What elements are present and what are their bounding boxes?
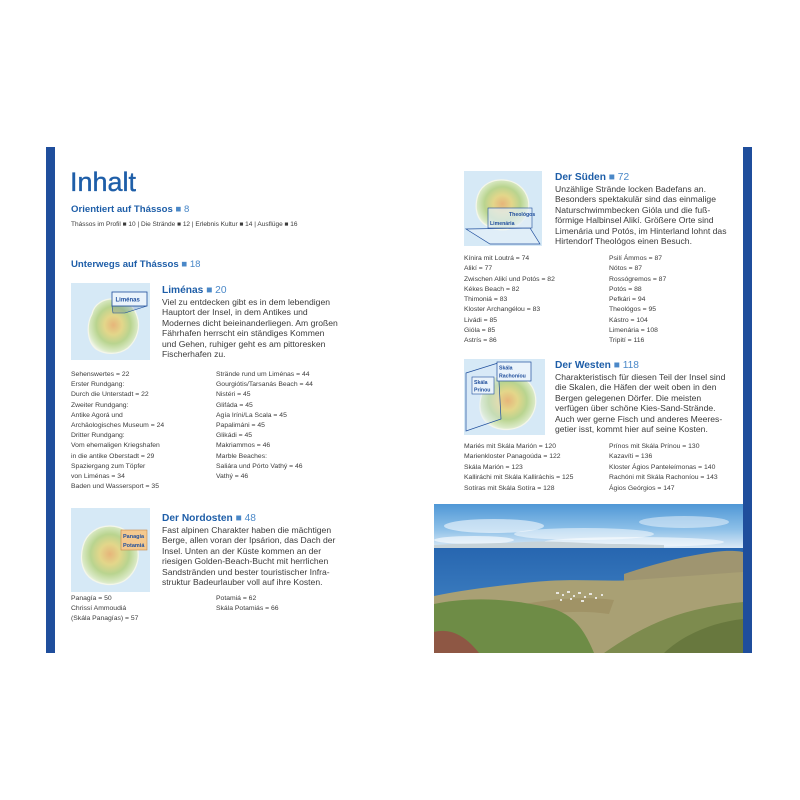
toc-entry: Psilí Ámmos = 87 xyxy=(609,255,663,262)
text-line: Bergen gelegenen Dörfer. Die meisten xyxy=(555,392,702,403)
toc-entry: Strände rund um Liménas = 44 xyxy=(216,371,310,378)
toc-entry: Kloster Archangélou = 83 xyxy=(464,306,541,314)
toc-entry: Rachóni mit Skála Rachoníou = 143 xyxy=(609,474,718,482)
text-line: Hauptort der Insel, in dem Antikes und xyxy=(162,307,308,318)
toc-entry: Spaziergang zum Töpfer xyxy=(71,462,146,470)
map-label: Skála xyxy=(499,365,513,372)
region-outline xyxy=(466,363,501,431)
toc-entry: Gióla = 85 xyxy=(464,327,496,335)
toc-entry: Rossógremos = 87 xyxy=(609,275,667,283)
toc-entry: Panagía = 50 xyxy=(71,595,112,602)
text-line: riesigen Golden-Beach-Bucht mit herrlichen xyxy=(162,556,329,567)
heading-orientiert-page: ■ 8 xyxy=(175,204,190,215)
toc-entry: Kalliráchi mit Skála Kalliráchis = 125 xyxy=(464,474,574,482)
right-page-edge-bar xyxy=(743,147,752,653)
map-label: Liménas xyxy=(115,297,140,304)
map-thumbnail-westen xyxy=(464,359,545,435)
toc-entry: Thimoniá = 83 xyxy=(464,296,508,304)
text-line: Viel zu entdecken gibt es in dem lebendigen xyxy=(162,297,331,307)
map-thumbnail-nordosten xyxy=(71,508,150,592)
limenas-list-left xyxy=(71,370,164,492)
toc-entry: Skála Marión = 123 xyxy=(464,463,523,471)
text-line: Limenária und Potós, im Hinterland lohnt das xyxy=(555,225,727,236)
toc-entry: Ágios Geórgios = 147 xyxy=(609,484,675,492)
toc-entry: Astrís = 86 xyxy=(464,337,497,345)
text-line: struktur Badeurlauber voll auf ihre Kosten. xyxy=(162,577,323,588)
heading-nordosten-page: ■ 48 xyxy=(235,513,256,524)
text-line: Fast alpinen Charakter haben die mächtigen xyxy=(162,525,332,535)
toc-entry: Marienkloster Panagoúda = 122 xyxy=(464,453,561,461)
sueden-list-left xyxy=(464,254,555,347)
sueden-list-right xyxy=(609,254,666,347)
text-line: getier isst, kommt hier auf seine Kosten. xyxy=(555,424,708,435)
toc-entry: Prínos mit Skála Prínou = 130 xyxy=(609,443,700,450)
map-label: Limenária xyxy=(490,221,515,227)
heading-westen-page: ■ 118 xyxy=(613,360,639,371)
westen-description xyxy=(555,372,725,434)
toc-entry: (Skála Panagías) = 57 xyxy=(71,615,139,623)
left-page-edge-bar xyxy=(46,147,55,653)
toc-entry: Nótos = 87 xyxy=(609,265,643,273)
heading-unterwegs xyxy=(71,259,201,271)
heading-unterwegs-page: ■ 18 xyxy=(181,259,201,270)
text-line: Besonders spektakulär sind das einmalige xyxy=(555,194,716,205)
toc-entry: von Liménas = 34 xyxy=(71,473,125,481)
link-separator: | xyxy=(254,220,256,228)
toc-entry: Kloster Ágios Panteleímonas = 140 xyxy=(609,463,716,471)
text-line: Fischerhafen zu. xyxy=(162,349,226,360)
limenas-list-right xyxy=(216,370,313,482)
toc-entry: Glikádi = 45 xyxy=(216,432,253,440)
map-label: Panagía xyxy=(123,534,145,540)
text-line: verfügen über schöne Kies-Sand-Strände. xyxy=(555,403,716,414)
toc-entry: Potamiá = 62 xyxy=(216,595,257,602)
orientiert-link: Erlebnis Kultur ■ 14 xyxy=(195,220,253,228)
toc-entry: Sotíras mit Skála Sotíra = 128 xyxy=(464,484,555,492)
toc-entry: Alikí = 77 xyxy=(464,265,493,273)
toc-entry: Zwischen Alikí und Potós = 82 xyxy=(464,275,555,283)
heading-limenas-label: Liménas xyxy=(162,285,204,296)
toc-entry: Erster Rundgang: xyxy=(71,381,125,389)
toc-entry: Limenária = 108 xyxy=(609,327,658,335)
westen-list-right xyxy=(609,442,718,494)
text-line: Unzählige Strände locken Badefans an. xyxy=(555,184,706,194)
heading-limenas xyxy=(162,285,227,297)
toc-entry: Antike Agorá und xyxy=(71,411,123,419)
heading-sueden-label: Der Süden xyxy=(555,172,606,183)
link-separator: | xyxy=(191,220,194,228)
text-line: Insel. Unten an der Küste kommen an der xyxy=(162,545,322,556)
toc-entry: Livádi = 85 xyxy=(464,316,498,324)
toc-entry: Glifáda = 45 xyxy=(216,401,253,409)
toc-entry: Kékes Beach = 82 xyxy=(464,285,520,293)
toc-entry: Baden und Wassersport = 35 xyxy=(71,483,159,491)
text-line: Fährhafen herrscht ein ständiges Kommen xyxy=(162,328,325,339)
text-line: Modernes dicht beieinanderliegen. Am großen xyxy=(162,317,338,328)
toc-entry: Archäologisches Museum = 24 xyxy=(71,422,165,430)
toc-entry: Agía Iríni/La Scala = 45 xyxy=(216,411,287,419)
orientiert-link: Thássos im Profil ■ 10 xyxy=(71,220,136,228)
toc-entry: Sehenswertes = 22 xyxy=(71,371,130,378)
toc-entry: Skála Potamiás = 66 xyxy=(216,605,279,613)
toc-entry: Vom ehemaligen Kriegshafen xyxy=(71,442,160,450)
nordosten-list-left xyxy=(71,594,138,625)
limenas-description xyxy=(162,297,338,359)
map-thumbnail-limenas xyxy=(71,283,150,360)
toc-entry: Gourgiótis/Tarsanás Beach = 44 xyxy=(216,381,313,389)
text-line: Charakteristisch für diesen Teil der Insel sind xyxy=(555,372,726,382)
heading-nordosten xyxy=(162,513,256,525)
map-label: Rachoníou xyxy=(499,373,526,380)
toc-entry: Nistéri = 45 xyxy=(216,391,251,399)
map-label: Prínou xyxy=(474,387,491,394)
toc-entry: Dritter Rundgang: xyxy=(71,432,125,440)
toc-entry: Marble Beaches: xyxy=(216,452,268,460)
map-label: Potamiá xyxy=(123,543,145,549)
heading-nordosten-label: Der Nordosten xyxy=(162,513,233,524)
toc-entry: Makriammos = 46 xyxy=(216,442,271,450)
text-line: Berge, allen voran der Ipsárion, das Dach der xyxy=(162,535,336,546)
nordosten-description xyxy=(162,525,335,587)
heading-westen-label: Der Westen xyxy=(555,360,611,371)
orientiert-link: Ausflüge ■ 16 xyxy=(257,220,298,228)
heading-sueden-page: ■ 72 xyxy=(608,172,630,183)
toc-entry: Potós = 88 xyxy=(609,285,642,293)
heading-limenas-page: ■ 20 xyxy=(206,285,227,296)
toc-entry: Kínira mit Loutrá = 74 xyxy=(464,255,530,262)
toc-entry: Kástro = 104 xyxy=(609,316,648,324)
landscape-photo xyxy=(434,504,743,653)
westen-list-left xyxy=(464,442,573,494)
text-line: Naturschwimmbecken Gióla und die fuß- xyxy=(555,204,711,215)
toc-entry: Vathý = 46 xyxy=(216,473,249,481)
toc-entry: Durch die Unterstadt = 22 xyxy=(71,391,149,399)
toc-entry: Chrissí Ammoudiá xyxy=(71,605,127,613)
toc-entry: Zweiter Rundgang: xyxy=(71,401,129,409)
link-separator: | xyxy=(137,220,140,228)
sueden-description xyxy=(555,184,727,246)
toc-entry: Pefkári = 94 xyxy=(609,296,646,304)
text-line: Sandstränden und bester touristischer Infra- xyxy=(162,566,330,577)
text-line: und Gehen, ruhiger geht es am pittoresken xyxy=(162,338,326,349)
heading-orientiert xyxy=(71,204,189,216)
heading-sueden xyxy=(555,172,629,184)
text-line: Auch wer gerne Fisch und anderes Meeres- xyxy=(555,413,723,424)
nordosten-list-right xyxy=(216,594,279,614)
toc-entry: Tripití = 116 xyxy=(609,337,645,345)
heading-orientiert-label: Orientiert auf Thássos xyxy=(71,204,173,215)
map-thumbnail-sueden xyxy=(464,171,542,246)
text-line: Hirtendorf Theológos einen Besuch. xyxy=(555,236,692,247)
toc-entry: in die antike Oberstadt = 29 xyxy=(71,452,155,460)
page-title: Inhalt xyxy=(70,167,137,197)
text-line: die Skalen, die Häfen der weit oben in den xyxy=(555,382,717,393)
toc-entry: Kazavíti = 136 xyxy=(609,453,653,461)
text-line: förmige Halbinsel Alikí. Größere Orte sind xyxy=(555,215,714,226)
toc-entry: Papalimáni = 45 xyxy=(216,422,265,430)
map-label: Theológos xyxy=(509,212,536,218)
heading-westen xyxy=(555,360,639,372)
toc-entry: Mariés mit Skála Marión = 120 xyxy=(464,443,556,450)
toc-entry: Theológos = 95 xyxy=(609,306,657,314)
heading-unterwegs-label: Unterwegs auf Thássos xyxy=(71,259,179,270)
map-label: Skála xyxy=(474,380,488,386)
orientiert-links xyxy=(71,220,297,229)
orientiert-link: Die Strände ■ 12 xyxy=(140,220,191,228)
toc-entry: Saliára und Pórto Vathý = 46 xyxy=(216,462,303,470)
